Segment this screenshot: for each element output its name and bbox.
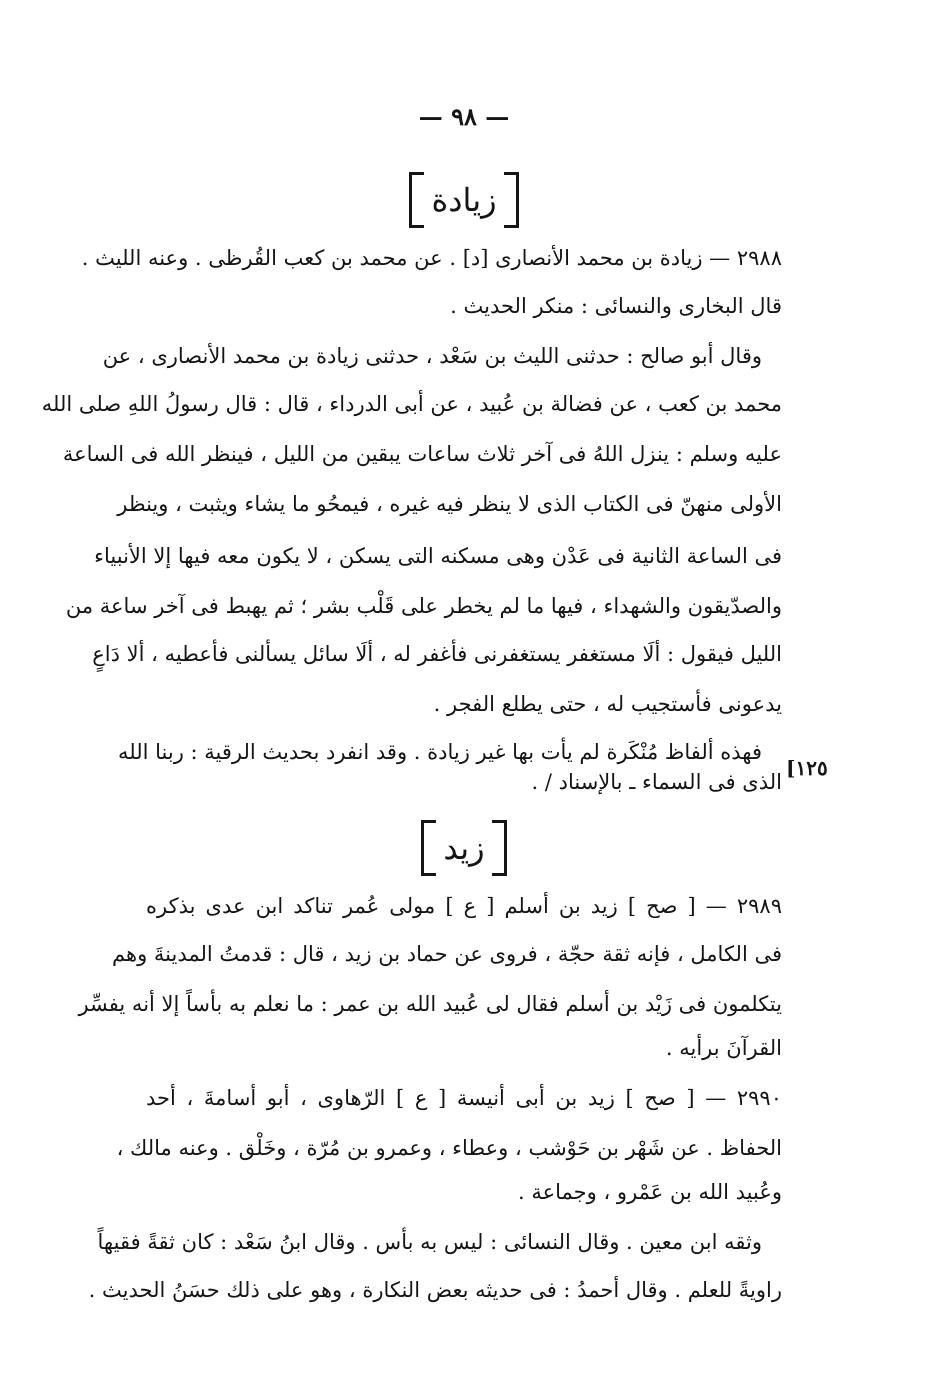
section-heading-label: زيادة [409, 178, 518, 222]
body-line: وثقه ابن معين . وقال النسائى : ليس به بأس . وقال ابنُ سَعْد : كان ثقةً فقيهاً [97, 1230, 762, 1254]
section-heading-label: زيد [421, 826, 506, 870]
body-line: يتكلمون فى زَيْد بن أسلم فقال لى عُبيد الله بن عمر : ما نعلم به بأساً إلا أنه يفسِّر [78, 992, 782, 1016]
page-number: — ٩٨ — [418, 102, 510, 131]
entry-2989-line-1: ٢٩٨٩ — [ صح ] زيد بن أسلم [ ع ] مولى عُمر تناكد ابن عدى بذكره [146, 894, 782, 918]
entry-2988-line-1: ٢٩٨٨ — زيادة بن محمد الأنصارى [د] . عن محمد بن كعب القُرظى . وعنه الليث . [81, 246, 782, 270]
body-line: وعُبيد الله بن عَمْرو ، وجماعة . [518, 1180, 782, 1204]
entry-2990-line-1: ٢٩٩٠ — [ صح ] زيد بن أبى أنيسة [ ع ] الرّهاوى ، أبو أسامةَ ، أحد [146, 1086, 782, 1110]
body-line: يدعونى فأستجيب له ، حتى يطلع الفجر . [433, 692, 782, 716]
body-line: راويةً للعلم . وقال أحمدُ : فى حديثه بعض النكارة ، وهو على ذلك حسَنُ الحديث . [88, 1278, 782, 1302]
body-line: فى الكامل ، فإنه ثقة حجّة ، فروى عن حماد بن زيد ، قال : قدمتُ المدينةَ وهم [112, 942, 782, 966]
body-line: فهذه ألفاظ مُنْكَرة لم يأت بها غير زيادة . وقد انفرد بحديث الرقية : ربنا الله [118, 740, 762, 764]
body-line: محمد بن كعب ، عن فضالة بن عُبيد ، عن أبى الدرداء ، قال : قال رسولُ اللهِ صلى الله [41, 392, 782, 416]
section-heading-ziyada [0, 178, 928, 222]
body-line: الحفاظ . عن شَهْر بن حَوْشب ، وعطاء ، وعمرو بن مُرّة ، وخَلْق . وعنه مالك ، [116, 1136, 782, 1160]
body-line: الليل فيقول : ألَا مستغفر يستغفرنى فأغفر له ، ألَا سائل يسألنى فأعطيه ، ألا دَاعٍ [92, 642, 782, 666]
body-line: والصدّيقون والشهداء ، فيها ما لم يخطر على قَلْب بشر ؛ ثم يهبط فى آخر ساعة من [65, 594, 782, 618]
margin-page-reference: [١٢٥ [786, 756, 828, 780]
entry-2988-line-2: قال البخارى والنسائى : منكر الحديث . [450, 294, 782, 318]
body-line: فى الساعة الثانية فى عَدْن وهى مسكنه التى يسكن ، لا يكون معه فيها إلا الأنبياء [94, 544, 782, 568]
body-line: وقال أبو صالح : حدثنى الليث بن سَعْد ، حدثنى زيادة بن محمد الأنصارى ، عن [102, 344, 762, 368]
body-line: الذى فى السماء ـ بالإسناد / . [531, 770, 782, 794]
body-line: عليه وسلم : ينزل اللهُ فى آخر ثلاث ساعات يبقين من الليل ، فينظر الله فى الساعة [62, 442, 782, 466]
body-line: الأولى منهنّ فى الكتاب الذى لا ينظر فيه غيره ، فيمحُو ما يشاء ويثبت ، وينظر [117, 492, 782, 516]
section-heading-zayd [0, 826, 928, 870]
body-line: القرآنَ برأيه . [665, 1036, 782, 1060]
